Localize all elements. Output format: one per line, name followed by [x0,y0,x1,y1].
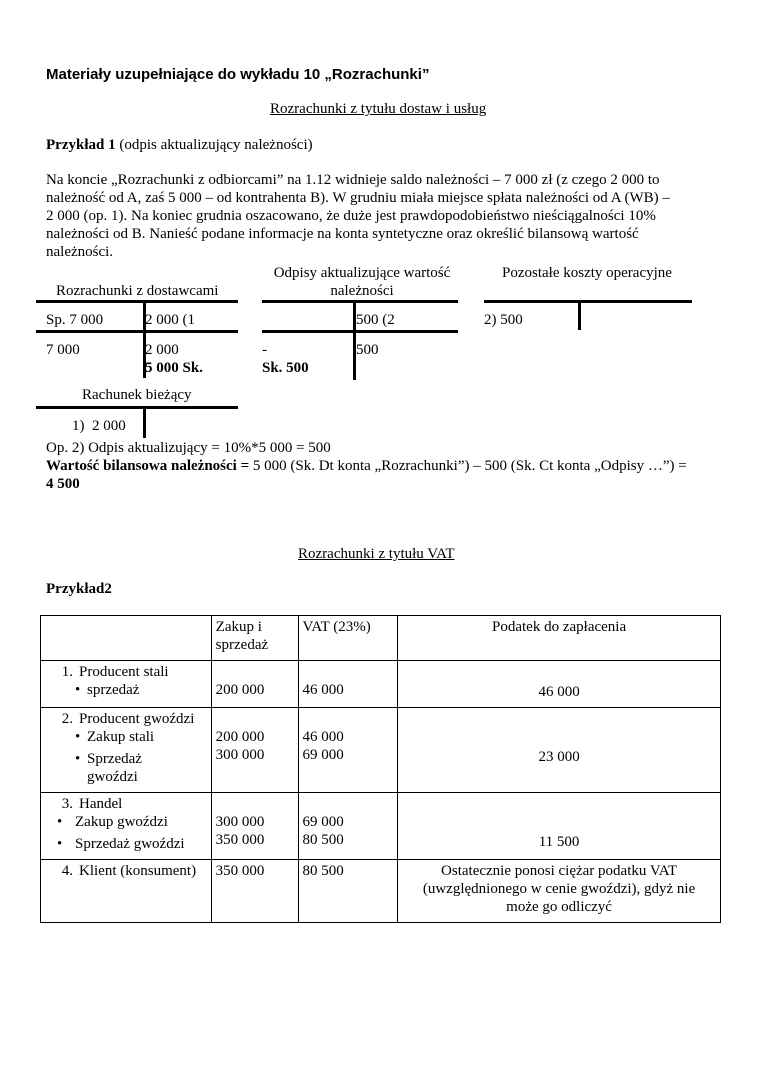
pozostale-debit-entry: 2) 500 [484,312,523,328]
row-entity-cell [41,793,212,860]
op2-calculation: Op. 2) Odpis aktualizujący = 10%*5 000 = 500 [46,440,331,456]
t-account-odpisy-top [262,300,458,303]
rozrachunki-debit-total: 7 000 [46,342,80,358]
row-amount: 300 000 [215,747,265,763]
t-account-rachunek-top [36,406,238,409]
table-header-cell: VAT (23%) [298,616,398,661]
row-vat: 46 000 [302,682,344,698]
table-header-cell: Podatek do zapłacenia [398,616,721,661]
row-amount: 300 000 [215,814,265,830]
table-row [41,860,721,923]
example1-paragraph [46,171,670,261]
section2-title: Rozrachunki z tytułu VAT [298,546,455,562]
example1-line: Na koncie „Rozrachunki z odbiorcami” na 1.12 widnieje saldo należności – 7 000 zł (z czego 2 000 to [46,172,660,188]
rozrachunki-balance-value: 5 000 Sk. [145,360,203,376]
row-amount: 350 000 [215,832,265,848]
row-tax-cell [398,793,721,860]
t-account-rachunek-divider [143,406,146,438]
rozrachunki-credit-balance [145,359,203,377]
row-entity-name: Producent gwoździ [79,711,195,727]
row-vat-cell [298,708,398,793]
t-account-rozrachunki-top [36,300,238,303]
row-tax-cell [398,708,721,793]
row-number: 4. [61,863,73,879]
row-tax-cell [398,661,721,708]
row-entity-name: Handel [79,796,123,812]
example2-label-text: Przykład2 [46,581,112,597]
account-odpisy-title [262,264,462,300]
row-item: • sprzedaż [45,681,207,699]
row-entity [45,663,207,681]
row-tax: 11 500 [538,834,580,850]
row-vat: 69 000 [302,814,344,830]
row-amount-cell [211,708,298,793]
vat-table [40,615,721,923]
odpisy-title-line: należności [330,283,394,299]
table-row [41,661,721,708]
account-rozrachunki-title: Rozrachunki z dostawcami [56,283,219,299]
rachunek-amount: 2 000 [92,418,126,434]
row-vat-cell [298,661,398,708]
row-entity-cell [41,708,212,793]
example2-label [46,580,112,598]
row-vat: 69 000 [302,747,344,763]
row-item: • Sprzedaż gwoździ [45,835,207,853]
row-entity-name: Producent stali [79,664,169,680]
row-item: • Zakup gwoździ [45,813,207,831]
balance-value-text: 5 000 (Sk. Dt konta „Rozrachunki”) – 500 (Sk. Ct konta „Odpisy …”) = [249,458,687,474]
rachunek-op-number: 1) [72,418,85,434]
row-tax-cell: Ostatecznie ponosi ciężar podatku VAT (uwzględnionego w cenie gwoździ), gdyż nie może go odliczyć [398,860,721,923]
row-entity-cell [41,661,212,708]
rozrachunki-credit-total: 2 000 [145,342,179,358]
odpisy-debit-balance [262,359,309,377]
row-vat-cell [298,793,398,860]
rozrachunki-debit-opening: Sp. 7 000 [46,312,104,328]
row-amount-cell [211,793,298,860]
t-account-odpisy-closing [262,330,458,333]
odpisy-credit-total: 500 [356,342,379,358]
table-header-cell: Zakup i sprzedaż [211,616,298,661]
row-tax: 46 000 [538,684,580,700]
row-number: 3. [61,796,73,812]
balance-result-value: 4 500 [46,476,80,492]
row-entity [45,862,207,880]
example1-line: należności od B. Nanieść podane informacje na konta syntetyczne oraz określić bilansową wartość [46,226,639,242]
row-number: 1. [61,664,73,680]
odpisy-credit-entry: 500 (2 [356,312,395,328]
row-vat: 46 000 [302,729,344,745]
balance-value-result [46,475,80,493]
row-item: • Zakup stali [45,728,207,746]
row-item: • Sprzedaż gwoździ [45,750,157,786]
row-entity [45,710,207,728]
row-vat: 80 500 [302,832,344,848]
example1-line: należność od A, zaś 5 000 – od kontrahenta B). W grudniu miała miejsce spłata należności od A (WB) – [46,190,670,206]
table-header-row [41,616,721,661]
example1-line: należności. [46,244,114,260]
row-entity [45,795,207,813]
row-vat-cell: 80 500 [298,860,398,923]
odpisy-balance-value: Sk. 500 [262,360,309,376]
table-header-cell [41,616,212,661]
section1-title: Rozrachunki z tytułu dostaw i usług [270,101,487,117]
example1-label: Przykład 1 [46,137,116,153]
balance-value-line [46,457,687,475]
table-row [41,793,721,860]
row-amount-cell [211,661,298,708]
t-account-pozostale-top [484,300,692,303]
rachunek-debit-entry [72,417,126,435]
balance-value-label: Wartość bilansowa należności = [46,458,250,474]
example1-subtitle: (odpis aktualizujący należności) [119,137,313,153]
row-entity-cell [41,860,212,923]
example1-header [46,136,313,154]
t-account-pozostale-divider [578,300,581,330]
example1-line: 2 000 (op. 1). Na koniec grudnia oszacowano, że duże jest prawdopodobieństwo nieściągalności 10% [46,208,656,224]
row-entity-name: Klient (konsument) [79,863,197,879]
odpisy-title-line: Odpisy aktualizujące wartość [273,265,451,281]
row-amount: 200 000 [215,729,265,745]
odpisy-debit-dash: - [262,342,267,358]
row-number: 2. [61,711,73,727]
row-tax: 23 000 [538,749,580,765]
row-amount: 200 000 [215,682,265,698]
table-row [41,708,721,793]
t-account-rozrachunki-closing [36,330,238,333]
account-rachunek-title: Rachunek bieżący [82,387,192,403]
row-amount-cell: 350 000 [211,860,298,923]
rozrachunki-credit-entry: 2 000 (1 [145,312,195,328]
account-pozostale-title: Pozostałe koszty operacyjne [502,265,672,281]
document-heading: Materiały uzupełniające do wykładu 10 „Rozrachunki” [46,66,430,83]
